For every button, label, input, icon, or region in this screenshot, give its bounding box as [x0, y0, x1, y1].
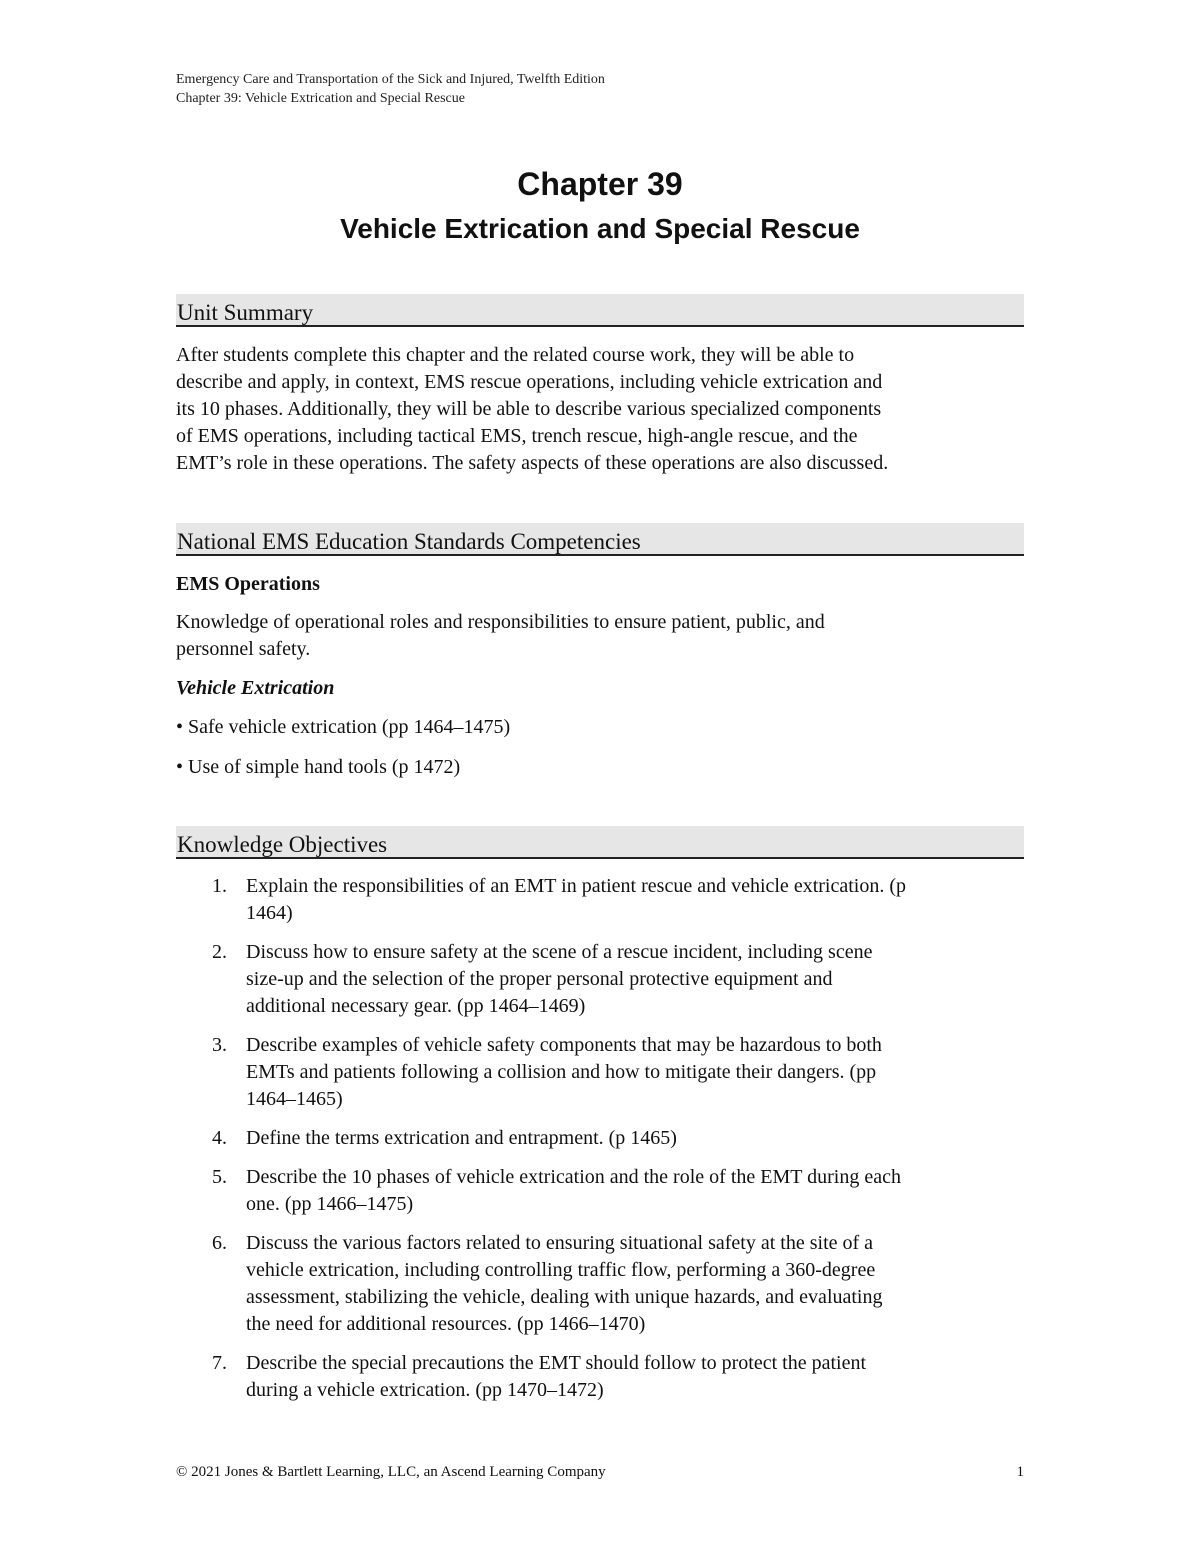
objective-item — [176, 1350, 1024, 1404]
objective-line: Discuss the various factors related to ensuring situational safety at the site of a — [246, 1232, 874, 1254]
objective-number: 3. — [212, 1034, 227, 1056]
objective-item — [176, 873, 1024, 927]
knowledge-objectives-list — [176, 873, 1024, 1416]
bullet-glyph: • — [176, 756, 184, 778]
section-heading-knowledge-objectives: Knowledge Objectives — [176, 826, 1024, 859]
section-heading-standards: National EMS Education Standards Competencies — [176, 523, 1024, 556]
bullet-text: Use of simple hand tools (p 1472) — [188, 756, 461, 778]
objective-number: 5. — [212, 1166, 227, 1188]
objective-item — [176, 1230, 1024, 1338]
unit-summary-line: After students complete this chapter and the related course work, they will be able to — [176, 344, 855, 366]
unit-summary-line: EMT’s role in these operations. The safety aspects of these operations are also discussed. — [176, 452, 889, 474]
objective-number: 7. — [212, 1352, 227, 1374]
objective-line: additional necessary gear. (pp 1464–1469) — [246, 995, 586, 1017]
objective-line: Explain the responsibilities of an EMT in patient rescue and vehicle extrication. (p — [246, 875, 906, 897]
standards-description-line: personnel safety. — [176, 638, 311, 660]
unit-summary-paragraph — [176, 342, 1024, 477]
objective-number: 1. — [212, 875, 227, 897]
standards-description-line: Knowledge of operational roles and responsibilities to ensure patient, public, and — [176, 611, 825, 633]
objective-line: Discuss how to ensure safety at the scene of a rescue incident, including scene — [246, 941, 873, 963]
unit-summary-line: describe and apply, in context, EMS rescue operations, including vehicle extrication and — [176, 371, 883, 393]
objective-line: 1464) — [246, 902, 293, 924]
footer-copyright: © 2021 Jones & Bartlett Learning, LLC, an Ascend Learning Company — [176, 1464, 606, 1480]
section-heading-unit-summary: Unit Summary — [176, 294, 1024, 327]
chapter-subtitle: Vehicle Extrication and Special Rescue — [340, 213, 860, 244]
document-page — [176, 0, 1024, 1553]
standards-bullet-item — [176, 714, 510, 741]
objective-item — [176, 1125, 1024, 1152]
objective-line: Define the terms extrication and entrapment. (p 1465) — [246, 1127, 677, 1149]
objective-line: during a vehicle extrication. (pp 1470–1472) — [246, 1379, 604, 1401]
bullet-text: Safe vehicle extrication (pp 1464–1475) — [188, 716, 511, 738]
standards-bullet-item — [176, 754, 460, 781]
objective-line: Describe the special precautions the EMT should follow to protect the patient — [246, 1352, 867, 1374]
objective-number: 2. — [212, 941, 227, 963]
running-header-book-title: Emergency Care and Transportation of the Sick and Injured, Twelfth Edition — [176, 72, 605, 87]
objective-line: Describe examples of vehicle safety components that may be hazardous to both — [246, 1034, 882, 1056]
standards-description — [176, 609, 1024, 663]
objective-line: 1464–1465) — [246, 1088, 343, 1110]
objective-number: 4. — [212, 1127, 227, 1149]
unit-summary-line: of EMS operations, including tactical EMS, trench rescue, high-angle rescue, and the — [176, 425, 858, 447]
objective-line: one. (pp 1466–1475) — [246, 1193, 414, 1215]
objective-item — [176, 1032, 1024, 1113]
objective-line: EMTs and patients following a collision and how to mitigate their dangers. (pp — [246, 1061, 877, 1083]
running-header — [176, 70, 605, 108]
chapter-title: Chapter 39 — [517, 166, 683, 202]
footer-page-number: 1 — [1016, 1464, 1024, 1480]
objective-line: size-up and the selection of the proper personal protective equipment and — [246, 968, 833, 990]
objective-number: 6. — [212, 1232, 227, 1254]
running-header-chapter: Chapter 39: Vehicle Extrication and Special Rescue — [176, 91, 465, 106]
objective-line: Describe the 10 phases of vehicle extrication and the role of the EMT during each — [246, 1166, 901, 1188]
standards-subheading-ems-operations: EMS Operations — [176, 573, 320, 595]
objective-line: vehicle extrication, including controlling traffic flow, performing a 360-degree — [246, 1259, 876, 1281]
unit-summary-line: its 10 phases. Additionally, they will be able to describe various specialized components — [176, 398, 882, 420]
objective-line: the need for additional resources. (pp 1466–1470) — [246, 1313, 646, 1335]
standards-topic-vehicle-extrication: Vehicle Extrication — [176, 677, 335, 699]
objective-item — [176, 939, 1024, 1020]
page-footer — [176, 1462, 1024, 1482]
bullet-glyph: • — [176, 716, 184, 738]
objective-line: assessment, stabilizing the vehicle, dealing with unique hazards, and evaluating — [246, 1286, 883, 1308]
objective-item — [176, 1164, 1024, 1218]
